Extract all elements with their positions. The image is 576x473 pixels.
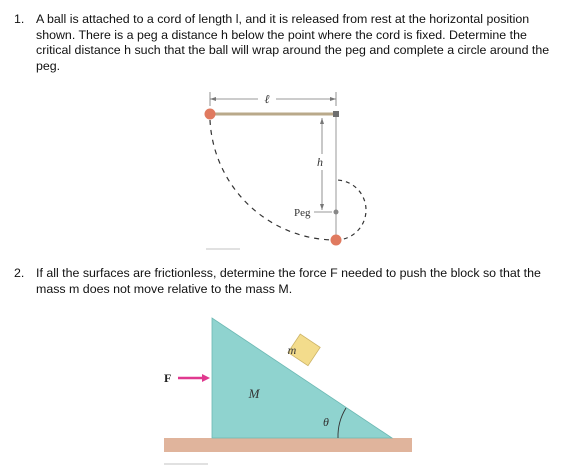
problem-1	[14, 12, 562, 74]
length-arrowhead-right	[330, 97, 336, 101]
force-label: F⃗	[164, 371, 181, 385]
length-arrowhead-left	[210, 97, 216, 101]
big-mass-label: M	[248, 386, 260, 401]
height-arrowhead-top	[320, 118, 324, 124]
ground	[164, 438, 412, 452]
ball-start	[205, 109, 216, 120]
wedge-figure	[150, 312, 412, 468]
swing-path	[210, 120, 336, 240]
problem-number: 2.	[14, 266, 25, 280]
pendulum-figure	[196, 92, 386, 256]
pendulum-diagram	[196, 92, 386, 256]
pivot	[333, 111, 339, 117]
peg	[334, 210, 339, 215]
problem-text: If all the surfaces are frictionless, determine the force F needed to push the block so that the mass m does not move relative to the mass M.	[36, 266, 541, 296]
problem-text: A ball is attached to a cord of length l, and it is released from rest at the horizontal position shown. There is a peg a distance h below the point where the cord is fixed. Determine the critical distance h such that the ball will wrap around the peg and complete a circle around the peg.	[36, 12, 550, 73]
wedge-diagram	[150, 312, 412, 468]
height-arrowhead-bottom	[320, 204, 324, 210]
force-arrowhead	[202, 374, 210, 382]
small-mass-label: m	[287, 343, 297, 357]
problem-2	[14, 266, 562, 297]
angle-label: θ	[323, 415, 329, 429]
ball-bottom	[331, 235, 342, 246]
problem-number: 1.	[14, 12, 25, 26]
height-label: h	[317, 155, 323, 169]
peg-circle-path	[336, 180, 366, 240]
length-label: ℓ	[264, 92, 270, 106]
peg-label: Peg	[294, 207, 311, 219]
